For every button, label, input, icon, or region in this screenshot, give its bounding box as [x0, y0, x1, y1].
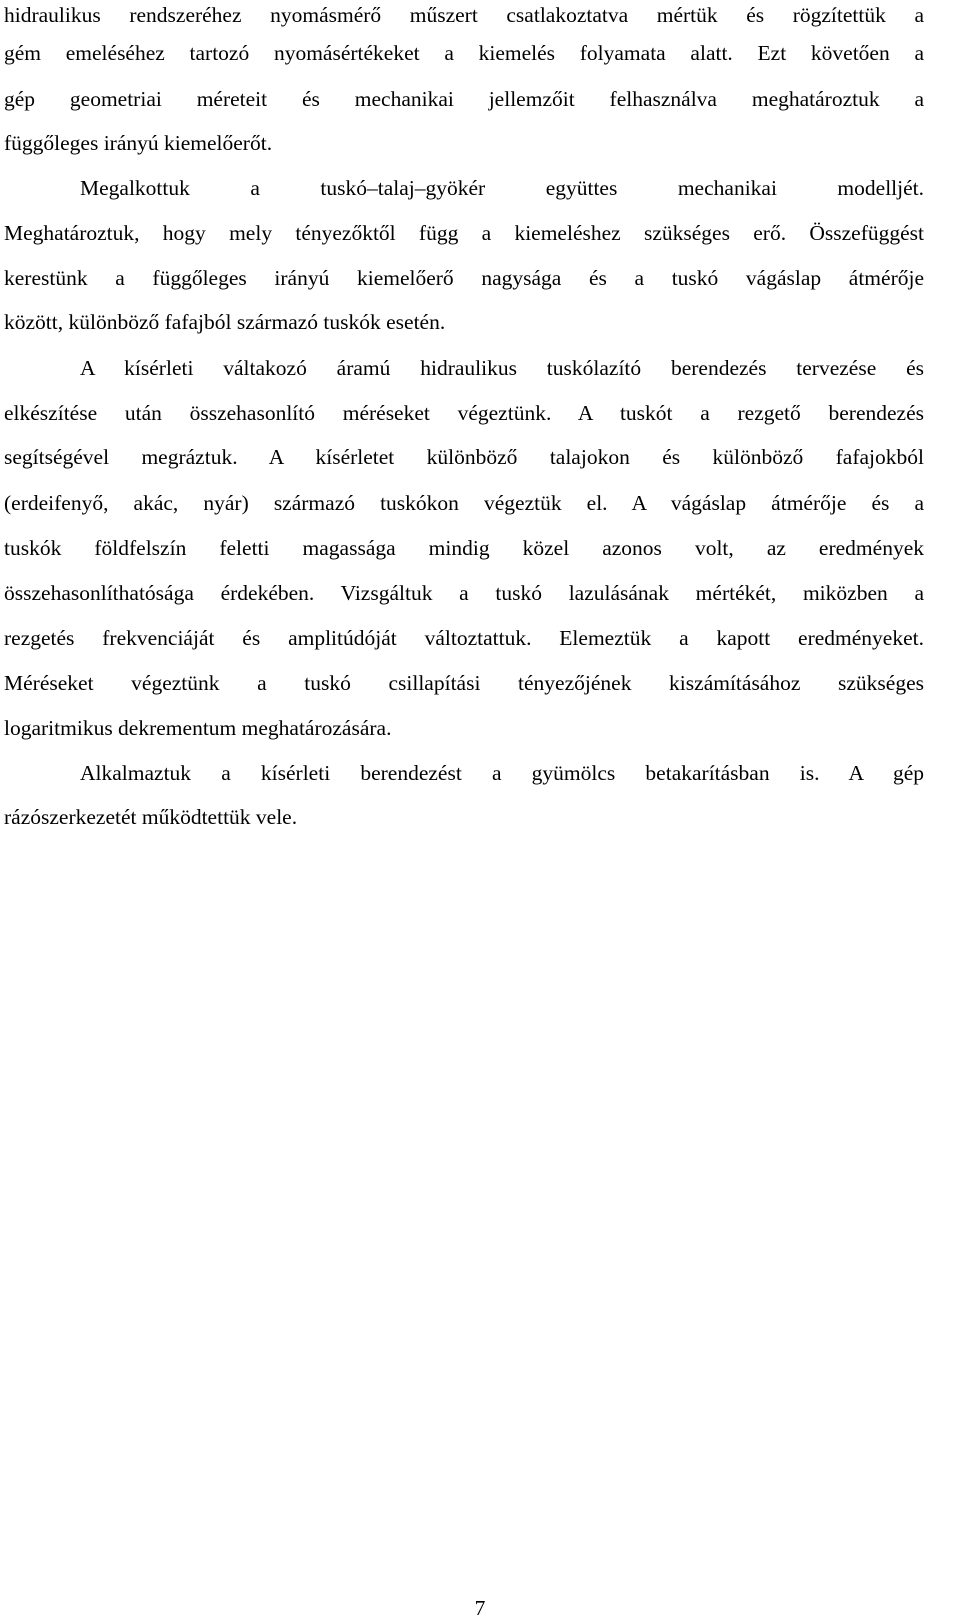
text-line: Méréseket végeztünk a tuskó csillapítási tényezőjének kiszámításához szükséges	[4, 671, 924, 695]
text-line: logaritmikus dekrementum meghatározására.	[4, 716, 392, 740]
text-line: tuskók földfelszín feletti magassága mindig közel azonos volt, az eredmények	[4, 536, 924, 560]
text-line: (erdeifenyő, akác, nyár) származó tuskókon végeztük el. A vágáslap átmérője és a	[4, 491, 924, 515]
text-line: Alkalmaztuk a kísérleti berendezést a gyümölcs betakarításban is. A gép	[80, 761, 924, 785]
text-line: hidraulikus rendszeréhez nyomásmérő műszert csatlakoztatva mértük és rögzítettük a	[4, 3, 924, 27]
text-line: elkészítése után összehasonlító méréseket végeztünk. A tuskót a rezgető berendezés	[4, 401, 924, 425]
text-line: függőleges irányú kiemelőerőt.	[4, 131, 273, 155]
text-line: rezgetés frekvenciáját és amplitúdóját változtattuk. Elemeztük a kapott eredményeket.	[4, 626, 924, 650]
text-line: Meghatároztuk, hogy mely tényezőktől függ a kiemeléshez szükséges erő. Összefüggést	[4, 221, 924, 245]
text-line: összehasonlíthatósága érdekében. Vizsgáltuk a tuskó lazulásának mértékét, miközben a	[4, 581, 924, 605]
text-line: rázószerkezetét működtettük vele.	[4, 805, 298, 829]
text-line: között, különböző fafajból származó tuskók esetén.	[4, 310, 446, 334]
text-line: gép geometriai méreteit és mechanikai jellemzőit felhasználva meghatároztuk a	[4, 87, 924, 111]
page-number: 7	[474, 1596, 486, 1620]
text-line: kerestünk a függőleges irányú kiemelőerő nagysága és a tuskó vágáslap átmérője	[4, 266, 924, 290]
text-line: A kísérleti váltakozó áramú hidraulikus tuskólazító berendezés tervezése és	[80, 356, 924, 380]
text-line: gém emeléséhez tartozó nyomásértékeket a kiemelés folyamata alatt. Ezt követően a	[4, 41, 924, 65]
text-line: Megalkottuk a tuskó–talaj–gyökér együttes mechanikai modelljét.	[80, 176, 924, 200]
text-line: segítségével megráztuk. A kísérletet különböző talajokon és különböző fafajokból	[4, 445, 924, 469]
